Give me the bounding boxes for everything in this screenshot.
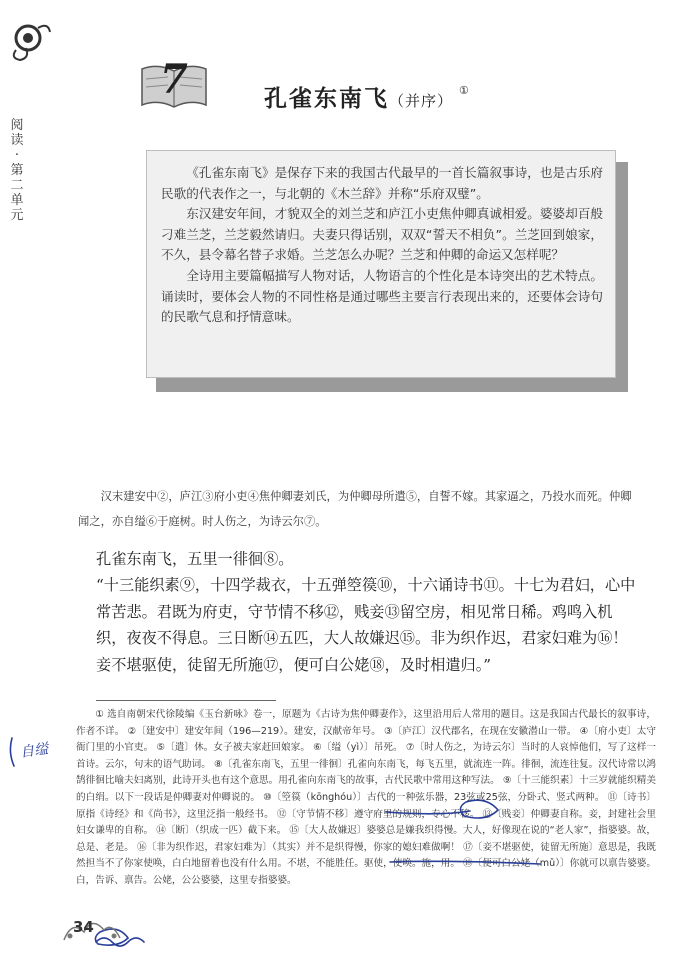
footnotes xyxy=(76,707,656,890)
title-text: 孔雀东南飞 xyxy=(264,85,389,112)
preface-text: 汉末建安中②，庐江③府小吏④焦仲卿妻刘氏，为仲卿母所遣⑤，自誓不嫁。其家逼之，乃投水而死。仲卿闻之，亦自缢⑥于庭树。时人伤之，为诗云尔⑦。 xyxy=(78,490,632,528)
footnotes-text: ① 选自南朝宋代徐陵编《玉台新咏》卷一，原题为《古诗为焦仲卿妻作》，这里沿用后人常用的题目。这是我国古代最长的叙事诗，作者不详。 ②〔建安中〕建安年间（196—219）。建安，汉献帝年号。 ③〔庐江〕汉代郡名，在现在安徽潜山一带。 ④〔府小吏〕太守衙门里的小官吏。 ⑤〔遣〕休。女子被夫家赶回娘家。 ⑥〔缢（yì）〕吊死。 ⑦〔时人伤之，为诗云尔〕当时的人哀悼他们，写了这样一首诗。云尔，句末的语气助词。 ⑧〔孔雀东南飞，五里一徘徊〕孔雀向东南飞，每飞五里，就流连一阵。徘徊，流连往复。汉代诗常以鸿鹄徘徊比喻夫妇离别，此诗开头也有这个意思。用孔雀向东南飞的故事，古代民歌中常用这种写法。 ⑨〔十三能织素〕十三岁就能织精美的白绢。以下一段话是仲卿妻对仲卿说的。 ⑩〔箜篌（kōnghóu）〕古代的一种弦乐器，23弦或25弦，分卧式、竖式两种。 ⑪〔诗书〕原指《诗经》和《尚书》，这里泛指一般经书。 ⑫〔守节情不移〕遵守府里的规则，专心不移。 ⑬〔贱妾〕仲卿妻自称。妾，封建社会里妇女谦卑的自称。 ⑭〔断〕（织成一匹）截下来。 ⑮〔大人故嫌迟〕婆婆总是嫌我织得慢。大人，好像现在说的“老人家”，指婆婆。故，总是、老是。 ⑯〔非为织作迟，君家妇难为〕（其实）并不是织得慢，你家的媳妇难做啊！ ⑰〔妾不堪驱使，徒留无所施〕意思是，我既然担当不了你家使唤，白白地留着也没有什么用。不堪，不能胜任。驱使，使唤。施，用。 ⑱〔便可白公姥（mǔ）〕你就可以禀告婆婆。白，告诉、禀告。公姥，公公婆婆，这里专指婆婆。 xyxy=(76,709,656,886)
unit-side-label: 阅 读 · 第 二 单 元 xyxy=(10,118,24,223)
intro-paragraph: 全诗用主要篇幅描写人物对话，人物语言的个性化是本诗突出的艺术特点。诵读时，要体会人物的不同性格是通过哪些主要言行表现出来的，还要体会诗句的民歌气息和抒情意味。 xyxy=(161,267,603,325)
intro-paragraph: 《孔雀东南飞》是保存下来的我国古代最早的一首长篇叙事诗，也是古乐府民歌的代表作之一，与北朝的《木兰辞》并称“乐府双璧”。 xyxy=(161,165,603,201)
poem-body xyxy=(96,546,636,678)
pen-bracket-mark xyxy=(10,738,14,766)
poem-preface xyxy=(78,484,638,534)
footnote-divider xyxy=(96,700,276,701)
title-footnote-mark: ① xyxy=(459,84,471,97)
title-subtitle: （并序） xyxy=(389,92,454,110)
corner-ornament-icon xyxy=(8,18,52,62)
lesson-number: 7 xyxy=(160,56,188,103)
handwritten-note: 自缢 xyxy=(19,741,50,761)
poem-first-line: 孔雀东南飞，五里一徘徊⑧。 xyxy=(96,550,294,568)
page-title xyxy=(264,80,471,113)
intro-paragraph: 东汉建安年间，才貌双全的刘兰芝和庐江小吏焦仲卿真诚相爱。婆婆却百般刁难兰芝，兰芝毅然请归。夫妻只得话别，双双“誓天不相负”。兰芝回到娘家，不久，县令幕名替子求婚。兰芝怎么办呢？兰芝和仲卿的命运又怎样呢？ xyxy=(161,206,603,263)
intro-box xyxy=(146,150,616,378)
poem-stanza: “十三能织素⑨，十四学裁衣，十五弹箜篌⑩，十六诵诗书⑪。十七为君妇，心中常苦悲。君既为府吏，守节情不移⑫，贱妾⑬留空房，相见常日稀。鸡鸣入机织，夜夜不得息。三日断⑭五匹，大人故嫌迟⑮。非为织作迟，君家妇难为⑯！妾不堪驱使，徒留无所施⑰，便可白公姥⑱，及时相遣归。” xyxy=(96,576,636,674)
page-number: 34 xyxy=(73,918,94,936)
